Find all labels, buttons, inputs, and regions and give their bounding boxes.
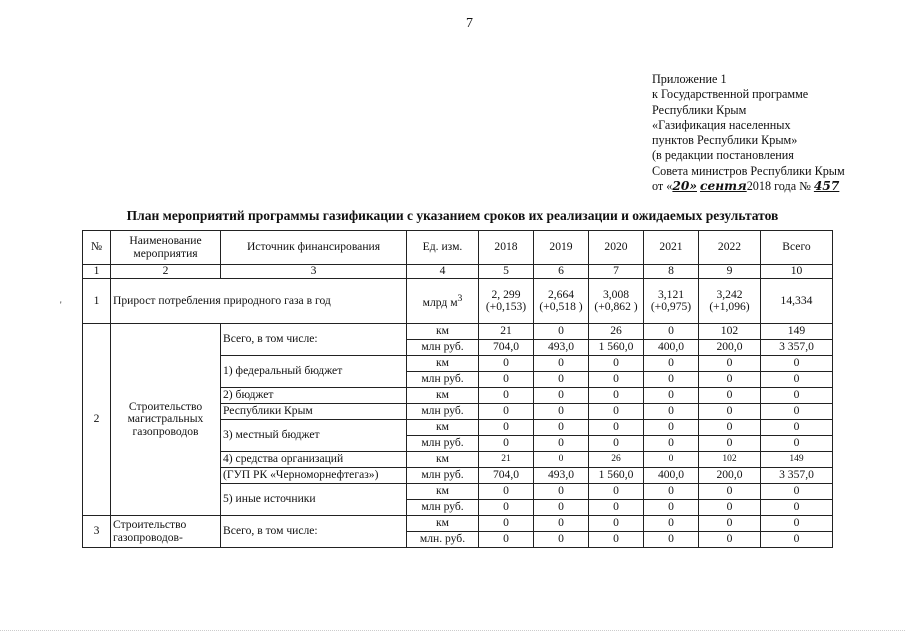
unit-cell: км bbox=[407, 420, 479, 436]
value-cell: 0 bbox=[479, 404, 534, 420]
value-cell: 149 bbox=[761, 324, 833, 340]
table-row bbox=[83, 279, 833, 324]
value-cell: 0 bbox=[699, 436, 761, 452]
unit-label: млрд м bbox=[422, 295, 458, 309]
value-cell: 0 bbox=[644, 356, 699, 372]
unit-cell: км bbox=[407, 452, 479, 468]
value-cell: 3,008 (+0,862 ) bbox=[589, 279, 644, 324]
value-cell: 0 bbox=[699, 388, 761, 404]
value-cell: 0 bbox=[479, 516, 534, 532]
unit-cell: млн руб. bbox=[407, 500, 479, 516]
value-cell: 0 bbox=[761, 372, 833, 388]
value-cell: 21 bbox=[479, 324, 534, 340]
value-cell: 0 bbox=[589, 500, 644, 516]
value-cell: 0 bbox=[534, 500, 589, 516]
document-title: План мероприятий программы газификации с указанием сроков их реализации и ожидаемых результатов bbox=[126, 208, 779, 223]
handwritten-number: 457 bbox=[813, 179, 840, 194]
activity-name: Строительство магистральных газопроводов bbox=[111, 324, 221, 516]
col-number: 8 bbox=[644, 265, 699, 279]
value-cell: 0 bbox=[589, 484, 644, 500]
unit-cell bbox=[407, 279, 479, 324]
row-number: 2 bbox=[83, 324, 111, 516]
col-number: 4 bbox=[407, 265, 479, 279]
unit-cell: км bbox=[407, 356, 479, 372]
value-cell: 0 bbox=[644, 500, 699, 516]
value-cell: 0 bbox=[644, 324, 699, 340]
row-number: 1 bbox=[83, 279, 111, 324]
value-cell: 102 bbox=[699, 452, 761, 468]
value-cell: 3 357,0 bbox=[761, 468, 833, 484]
value-cell: 0 bbox=[534, 484, 589, 500]
col-number: 1 bbox=[83, 265, 111, 279]
value-cell: 0 bbox=[589, 356, 644, 372]
value-cell: 3,121 (+0,975) bbox=[644, 279, 699, 324]
value-cell: 0 bbox=[479, 420, 534, 436]
page-number: 7 bbox=[466, 16, 473, 31]
value-cell: 400,0 bbox=[644, 340, 699, 356]
value-cell: 0 bbox=[479, 372, 534, 388]
value-cell: 14,334 bbox=[761, 279, 833, 324]
unit-cell: км bbox=[407, 388, 479, 404]
col-number: 9 bbox=[699, 265, 761, 279]
col-number: 6 bbox=[534, 265, 589, 279]
value-cell: 0 bbox=[644, 388, 699, 404]
date-year: 2018 года № bbox=[746, 179, 811, 194]
date-prefix: от « bbox=[652, 179, 673, 194]
value-cell: 0 bbox=[534, 372, 589, 388]
value-cell: 493,0 bbox=[534, 340, 589, 356]
value-cell: 0 bbox=[589, 516, 644, 532]
value-cell: 0 bbox=[644, 372, 699, 388]
handwritten-month: сентя bbox=[700, 179, 747, 194]
source-cell: Республики Крым bbox=[221, 404, 407, 420]
table-row bbox=[83, 324, 833, 340]
annex-line: (в редакции постановления bbox=[652, 148, 794, 163]
annex-block bbox=[652, 72, 845, 194]
value-cell: 0 bbox=[761, 516, 833, 532]
value-cell: 102 bbox=[699, 324, 761, 340]
header-cell: Наименование мероприятия bbox=[111, 231, 221, 265]
value-cell: 0 bbox=[479, 436, 534, 452]
value-cell: 200,0 bbox=[699, 340, 761, 356]
value-cell: 0 bbox=[589, 420, 644, 436]
header-cell: № bbox=[83, 231, 111, 265]
value-cell: 0 bbox=[534, 532, 589, 548]
value-cell: 0 bbox=[534, 452, 589, 468]
annex-line: Республики Крым bbox=[652, 102, 747, 117]
value-cell: 0 bbox=[534, 404, 589, 420]
value-cell: 493,0 bbox=[534, 468, 589, 484]
value-cell: 0 bbox=[761, 388, 833, 404]
value-cell: 200,0 bbox=[699, 468, 761, 484]
value-cell: 0 bbox=[699, 372, 761, 388]
value-cell: 0 bbox=[534, 356, 589, 372]
value-cell: 0 bbox=[644, 420, 699, 436]
value-cell: 0 bbox=[761, 484, 833, 500]
header-cell: Источник финансирования bbox=[221, 231, 407, 265]
value-cell: 0 bbox=[589, 404, 644, 420]
scan-edge bbox=[0, 630, 905, 634]
value-cell: 0 bbox=[479, 500, 534, 516]
table-header-row bbox=[83, 231, 833, 265]
value-cell: 0 bbox=[479, 532, 534, 548]
source-cell: 2) бюджет bbox=[221, 388, 407, 404]
col-number: 10 bbox=[761, 265, 833, 279]
unit-cell: млн руб. bbox=[407, 404, 479, 420]
value-cell: 704,0 bbox=[479, 468, 534, 484]
value-cell: 0 bbox=[644, 452, 699, 468]
handwritten-day: 20» bbox=[672, 179, 697, 194]
col-number: 7 bbox=[589, 265, 644, 279]
source-cell: Всего, в том числе: bbox=[221, 516, 407, 548]
value-cell: 0 bbox=[479, 388, 534, 404]
table-row bbox=[83, 516, 833, 532]
unit-cell: км bbox=[407, 324, 479, 340]
value-cell: 3 357,0 bbox=[761, 340, 833, 356]
value-cell: 26 bbox=[589, 324, 644, 340]
value-cell: 3,242 (+1,096) bbox=[699, 279, 761, 324]
value-cell: 0 bbox=[644, 516, 699, 532]
value-cell: 0 bbox=[479, 356, 534, 372]
value-cell: 0 bbox=[644, 532, 699, 548]
col-number: 5 bbox=[479, 265, 534, 279]
unit-cell: млн руб. bbox=[407, 372, 479, 388]
header-cell: 2021 bbox=[644, 231, 699, 265]
value-cell: 0 bbox=[589, 532, 644, 548]
value-cell: 2,664 (+0,518 ) bbox=[534, 279, 589, 324]
value-cell: 2, 299 (+0,153) bbox=[479, 279, 534, 324]
column-number-row bbox=[83, 265, 833, 279]
annex-line: Совета министров Республики Крым bbox=[652, 163, 845, 178]
source-cell: 5) иные источники bbox=[221, 484, 407, 516]
header-cell: 2019 bbox=[534, 231, 589, 265]
source-cell: 4) средства организаций bbox=[221, 452, 407, 468]
unit-cell: млн руб. bbox=[407, 436, 479, 452]
annex-date-line bbox=[652, 179, 845, 194]
value-cell: 0 bbox=[699, 420, 761, 436]
row-number: 3 bbox=[83, 516, 111, 548]
value-cell: 1 560,0 bbox=[589, 468, 644, 484]
annex-line: Приложение 1 bbox=[652, 72, 727, 86]
value-cell: 0 bbox=[761, 420, 833, 436]
plan-table bbox=[82, 230, 833, 548]
annex-line: к Государственной программе bbox=[652, 87, 809, 102]
value-cell: 0 bbox=[644, 404, 699, 420]
activity-name: Строительство газопроводов- bbox=[111, 516, 221, 548]
header-cell: 2022 bbox=[699, 231, 761, 265]
source-cell: (ГУП РК «Черноморнефтегаз») bbox=[221, 468, 407, 484]
value-cell: 0 bbox=[589, 436, 644, 452]
value-cell: 149 bbox=[761, 452, 833, 468]
source-cell: Всего, в том числе: bbox=[221, 324, 407, 356]
value-cell: 400,0 bbox=[644, 468, 699, 484]
value-cell: 0 bbox=[761, 404, 833, 420]
unit-cell: млн. руб. bbox=[407, 532, 479, 548]
value-cell: 0 bbox=[534, 420, 589, 436]
value-cell: 0 bbox=[534, 436, 589, 452]
unit-cell: км bbox=[407, 484, 479, 500]
header-cell: Всего bbox=[761, 231, 833, 265]
value-cell: 0 bbox=[479, 484, 534, 500]
activity-name: Прирост потребления природного газа в год bbox=[111, 279, 407, 324]
value-cell: 0 bbox=[699, 404, 761, 420]
header-cell: 2018 bbox=[479, 231, 534, 265]
value-cell: 0 bbox=[644, 484, 699, 500]
value-cell: 0 bbox=[699, 516, 761, 532]
source-cell: 3) местный бюджет bbox=[221, 420, 407, 452]
source-cell: 1) федеральный бюджет bbox=[221, 356, 407, 388]
col-number: 2 bbox=[111, 265, 221, 279]
value-cell: 21 bbox=[479, 452, 534, 468]
header-cell: 2020 bbox=[589, 231, 644, 265]
value-cell: 0 bbox=[534, 516, 589, 532]
value-cell: 0 bbox=[699, 356, 761, 372]
value-cell: 0 bbox=[761, 532, 833, 548]
value-cell: 0 bbox=[699, 500, 761, 516]
header-cell: Ед. изм. bbox=[407, 231, 479, 265]
value-cell: 0 bbox=[644, 436, 699, 452]
value-cell: 0 bbox=[699, 484, 761, 500]
col-number: 3 bbox=[221, 265, 407, 279]
value-cell: 0 bbox=[589, 388, 644, 404]
unit-superscript: 3 bbox=[457, 292, 463, 304]
value-cell: 0 bbox=[699, 532, 761, 548]
value-cell: 1 560,0 bbox=[589, 340, 644, 356]
value-cell: 0 bbox=[534, 388, 589, 404]
unit-cell: км bbox=[407, 516, 479, 532]
unit-cell: млн руб. bbox=[407, 468, 479, 484]
value-cell: 0 bbox=[534, 324, 589, 340]
value-cell: 0 bbox=[761, 356, 833, 372]
margin-dot: ' bbox=[60, 300, 62, 310]
annex-line: «Газификация населенных bbox=[652, 117, 791, 132]
annex-line: пунктов Республики Крым» bbox=[652, 133, 798, 148]
value-cell: 0 bbox=[761, 436, 833, 452]
value-cell: 704,0 bbox=[479, 340, 534, 356]
value-cell: 0 bbox=[589, 372, 644, 388]
value-cell: 26 bbox=[589, 452, 644, 468]
unit-cell: млн руб. bbox=[407, 340, 479, 356]
value-cell: 0 bbox=[761, 500, 833, 516]
